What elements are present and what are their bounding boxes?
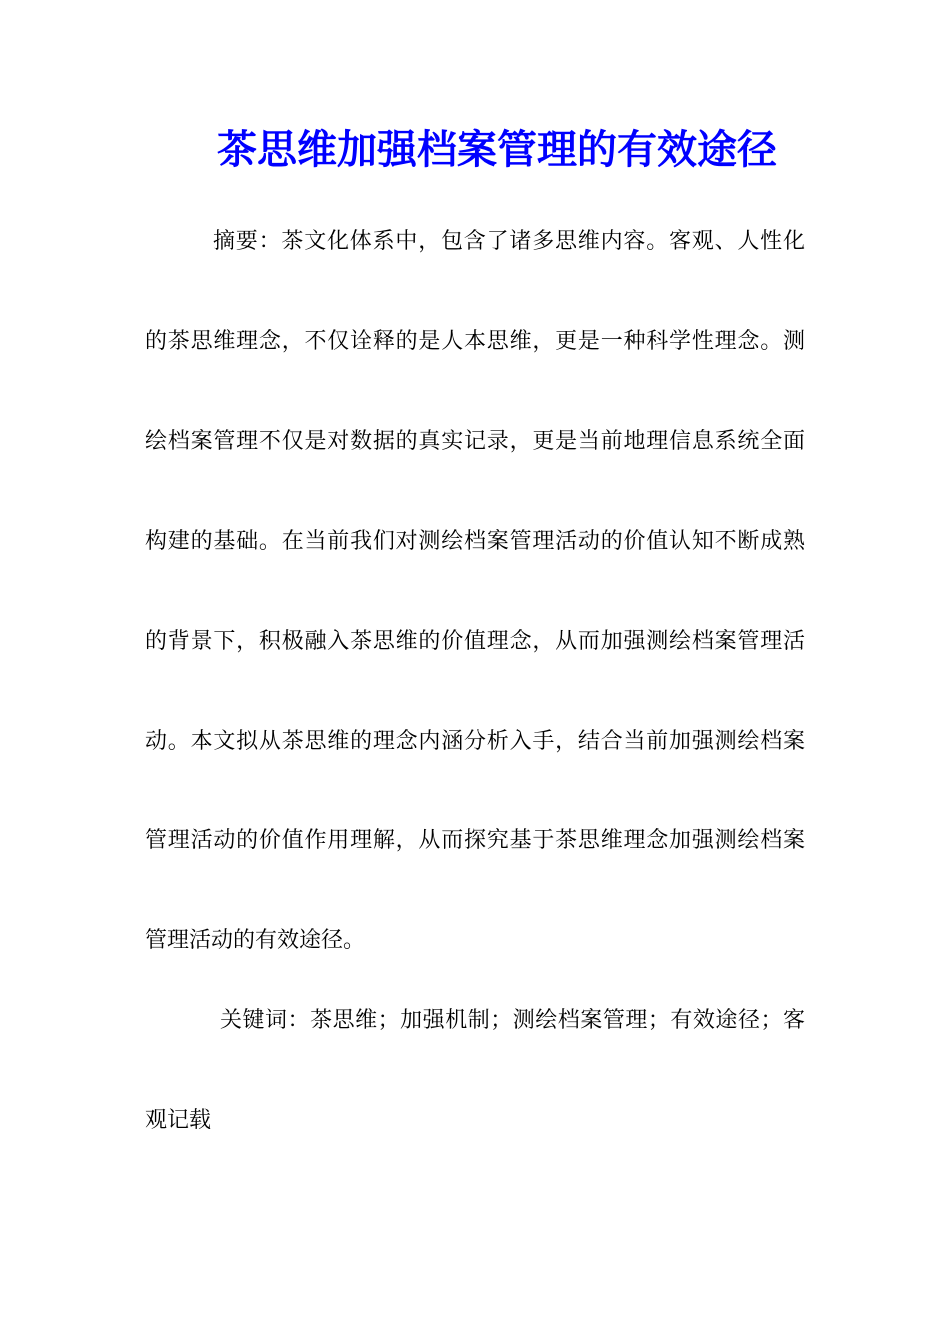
abstract-line-1: 摘要：茶文化体系中，包含了诸多思维内容。客观、人性化 [213, 229, 805, 254]
abstract-line-3: 绘档案管理不仅是对数据的真实记录，更是当前地理信息系统全面 [145, 429, 805, 454]
keywords-line-2: 观记载 [145, 1108, 212, 1133]
document-title: 茶思维加强档案管理的有效途径 [217, 126, 777, 173]
keywords-line-1: 关键词：茶思维；加强机制；测绘档案管理；有效途径；客 [220, 1008, 805, 1033]
abstract-line-5: 的背景下，积极融入茶思维的价值理念，从而加强测绘档案管理活 [145, 629, 805, 654]
abstract-line-4: 构建的基础。在当前我们对测绘档案管理活动的价值认知不断成熟 [145, 529, 805, 554]
abstract-line-2: 的茶思维理念，不仅诠释的是人本思维，更是一种科学性理念。测 [145, 329, 805, 354]
abstract-line-6: 动。本文拟从茶思维的理念内涵分析入手，结合当前加强测绘档案 [145, 729, 805, 754]
abstract-line-7: 管理活动的价值作用理解，从而探究基于茶思维理念加强测绘档案 [145, 828, 805, 853]
abstract-line-8: 管理活动的有效途径。 [145, 928, 366, 953]
